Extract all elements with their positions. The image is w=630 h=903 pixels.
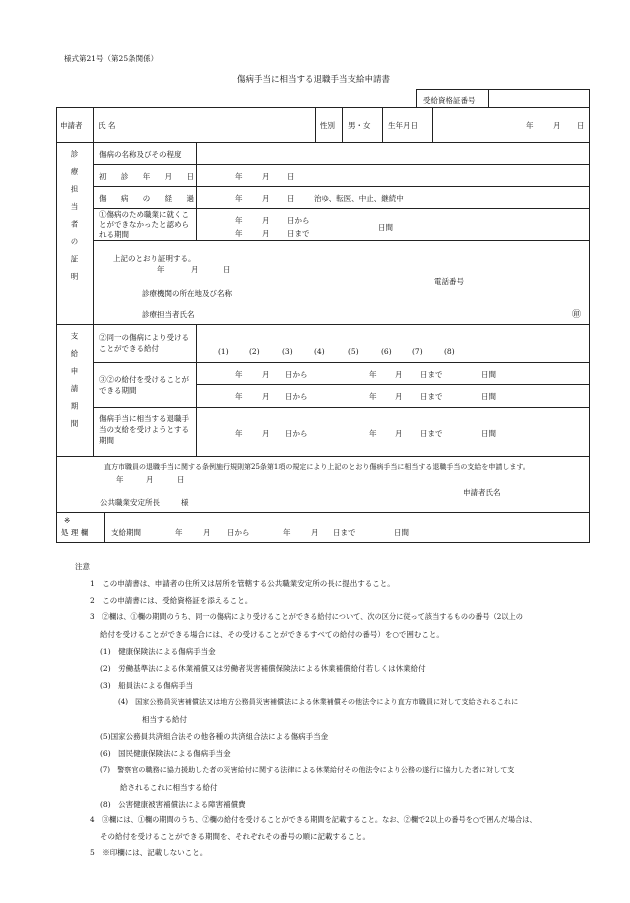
- processing-mark: ※: [64, 516, 71, 525]
- bp2-from: 日から: [285, 392, 308, 401]
- benefit-option-5[interactable]: (5): [348, 347, 359, 356]
- benefit-option-6[interactable]: (6): [381, 347, 392, 356]
- certify-day: 日: [223, 265, 231, 274]
- first-visit-month: 月: [262, 172, 270, 181]
- ap-to: 日まで: [420, 429, 443, 438]
- unable-from: 日から: [287, 216, 310, 225]
- unable-to: 日まで: [287, 229, 310, 238]
- ap-days: 日間: [481, 429, 496, 438]
- birthdate-label: 生年月日: [388, 121, 418, 130]
- bp2-days: 日間: [481, 392, 496, 401]
- cert-number-field[interactable]: [490, 90, 589, 107]
- bp2-to-month: 月: [395, 392, 403, 401]
- proc-from-year: 年: [175, 528, 183, 537]
- processing-label: 処 理 欄: [61, 528, 89, 537]
- processing-period-label: 支給期間: [111, 528, 141, 537]
- applicant-label: 申請者: [60, 121, 83, 130]
- same-injury-label: ②同一の傷病により受けることができる給付: [99, 333, 189, 353]
- first-visit-label: 初 診 年 月 日: [99, 172, 201, 181]
- proc-to: 日まで: [333, 528, 356, 537]
- first-visit-day: 日: [287, 172, 295, 181]
- phone-label: 電話番号: [434, 277, 464, 286]
- apply-period-label: 傷病手当に相当する退職手当の支給を受けようとする期間: [99, 414, 189, 445]
- bp1-from: 日から: [285, 370, 308, 379]
- bp1-to-year: 年: [369, 370, 377, 379]
- note-2: 2 この申請書には、受給資格証を添えること。: [90, 596, 253, 605]
- progress-year: 年: [235, 194, 243, 203]
- gender-options[interactable]: 男・女: [348, 121, 371, 130]
- seal-mark: ㊞: [572, 310, 582, 320]
- progress-month: 月: [262, 194, 270, 203]
- cert-number-label: 受給資格証番号: [423, 96, 476, 105]
- unable-from-year: 年: [235, 216, 243, 225]
- proc-to-year: 年: [283, 528, 291, 537]
- birth-day: 日: [577, 121, 585, 130]
- certify-text: 上記のとおり証明する。: [113, 254, 196, 263]
- honorific: 様: [181, 498, 189, 507]
- progress-options[interactable]: 治ゆ、転医、中止、継続中: [314, 194, 404, 203]
- note-5: 5 ※印欄には、記載しないこと。: [90, 848, 208, 857]
- category-6: (6) 国民健康保険法による傷病手当金: [100, 749, 231, 758]
- decl-year: 年: [116, 475, 124, 484]
- ap-from: 日から: [285, 429, 308, 438]
- bp2-to: 日まで: [420, 392, 443, 401]
- category-4-line1: (4) 国家公務員災害補償法又は地方公務員災害補償法による休業補償その他法令により直方市職員に対して支給されるこれに: [118, 697, 519, 706]
- birth-month: 月: [553, 121, 561, 130]
- bp1-to: 日まで: [420, 370, 443, 379]
- ap-to-month: 月: [395, 429, 403, 438]
- unable-to-month: 月: [262, 229, 270, 238]
- category-5: (5)国家公務員共済組合法その他各種の共済組合法による傷病手当金: [100, 732, 329, 741]
- proc-from: 日から: [227, 528, 250, 537]
- doctor-label: 診療担当者氏名: [142, 310, 195, 319]
- certify-month: 月: [191, 265, 199, 274]
- progress-day: 日: [287, 194, 295, 203]
- category-3: (3) 船員法による傷病手当: [100, 681, 194, 690]
- progress-label: 傷 病 の 経 過: [99, 194, 201, 203]
- name-label: 氏 名: [98, 121, 116, 130]
- first-visit-year: 年: [235, 172, 243, 181]
- proc-days: 日間: [394, 528, 409, 537]
- gender-label: 性別: [320, 121, 335, 130]
- unable-from-month: 月: [262, 216, 270, 225]
- injury-name-label: 傷病の名称及びその程度: [99, 150, 182, 159]
- certify-year: 年: [157, 265, 165, 274]
- category-4-line2: 相当する給付: [142, 715, 187, 724]
- category-2: (2) 労働基準法による休業補償又は労働者災害補償保険法による休業補償給付若しくは休業給付: [100, 664, 426, 673]
- benefit-option-1[interactable]: (1): [218, 347, 229, 356]
- category-8: (8) 公害健康被害補償法による障害補償費: [100, 800, 246, 809]
- proc-to-month: 月: [311, 528, 319, 537]
- ap-from-year: 年: [235, 429, 243, 438]
- proc-from-month: 月: [203, 528, 211, 537]
- diagnosis-section-label: 診療担当者の証明: [70, 150, 79, 290]
- notes-heading: 注意: [75, 562, 90, 571]
- decl-month: 月: [146, 475, 154, 484]
- bp2-to-year: 年: [369, 392, 377, 401]
- unable-to-year: 年: [235, 229, 243, 238]
- injury-name-field[interactable]: [200, 145, 585, 162]
- benefit-option-4[interactable]: (4): [314, 347, 325, 356]
- category-1: (1) 健康保険法による傷病手当金: [100, 647, 216, 656]
- category-7-line2: 給されるこれに相当する給付: [120, 783, 218, 792]
- addressee: 公共職業安定所長: [100, 498, 160, 507]
- benefit-option-8[interactable]: (8): [444, 347, 455, 356]
- unable-days: 日間: [378, 223, 393, 232]
- category-7-line1: (7) 警察官の職務に協力援助した者の災害給付に関する法律による休業給付その他法令により公務の遂行に協力した者に対して支: [100, 765, 515, 774]
- bp1-from-month: 月: [262, 370, 270, 379]
- name-field[interactable]: [125, 110, 313, 140]
- note-4-line2: その給付を受けることができる期間を、それぞれその番号の順に記載すること。: [100, 832, 370, 841]
- benefit-option-7[interactable]: (7): [412, 347, 423, 356]
- ap-from-month: 月: [262, 429, 270, 438]
- bp2-from-month: 月: [262, 392, 270, 401]
- note-1: 1 この申請書は、申請者の住所又は居所を管轄する公共職業安定所の長に提出すること。: [90, 579, 395, 588]
- applicant-name-label: 申請者氏名: [463, 488, 501, 497]
- benefit-period-label: ③②の給付を受けることができる期間: [99, 375, 189, 395]
- ap-to-year: 年: [369, 429, 377, 438]
- bp2-from-year: 年: [235, 392, 243, 401]
- note-4-line1: 4 ③欄には、①欄の期間のうち、②欄の給付を受けることができる期間を記載すること。なお、②欄で2以上の番号を○で囲んだ場合は、: [90, 815, 537, 824]
- unable-period-label: ①傷病のため職業に就くことができなかったと認められる期間: [99, 210, 189, 239]
- benefit-option-3[interactable]: (3): [282, 347, 293, 356]
- benefit-option-2[interactable]: (2): [249, 347, 260, 356]
- payment-section-label: 支給申請期間: [70, 332, 79, 437]
- bp1-days: 日間: [481, 370, 496, 379]
- clinic-label: 診療機関の所在地及び名称: [142, 289, 232, 298]
- note-3-line2: 給付を受けることができる場合には、その受けることができるすべての給付の番号）を○で囲むこと。: [100, 630, 444, 639]
- note-3-line1: 3 ②欄は、①欄の期間のうち、同一の傷病により受けることができる給付について、次の区分に従って該当するものの番号（2以上の: [90, 612, 523, 621]
- decl-day: 日: [177, 475, 185, 484]
- form-number: 様式第21号（第25条関係）: [64, 54, 159, 63]
- bp1-to-month: 月: [395, 370, 403, 379]
- bp1-from-year: 年: [235, 370, 243, 379]
- birth-year: 年: [526, 121, 534, 130]
- form-title: 傷病手当に相当する退職手当支給申請書: [237, 75, 391, 85]
- declaration-text: 直方市職員の退職手当に関する条例施行規則第25条第1項の規定により上記のとおり傷病手当に相当する退職手当の支給を申請します。: [104, 463, 530, 471]
